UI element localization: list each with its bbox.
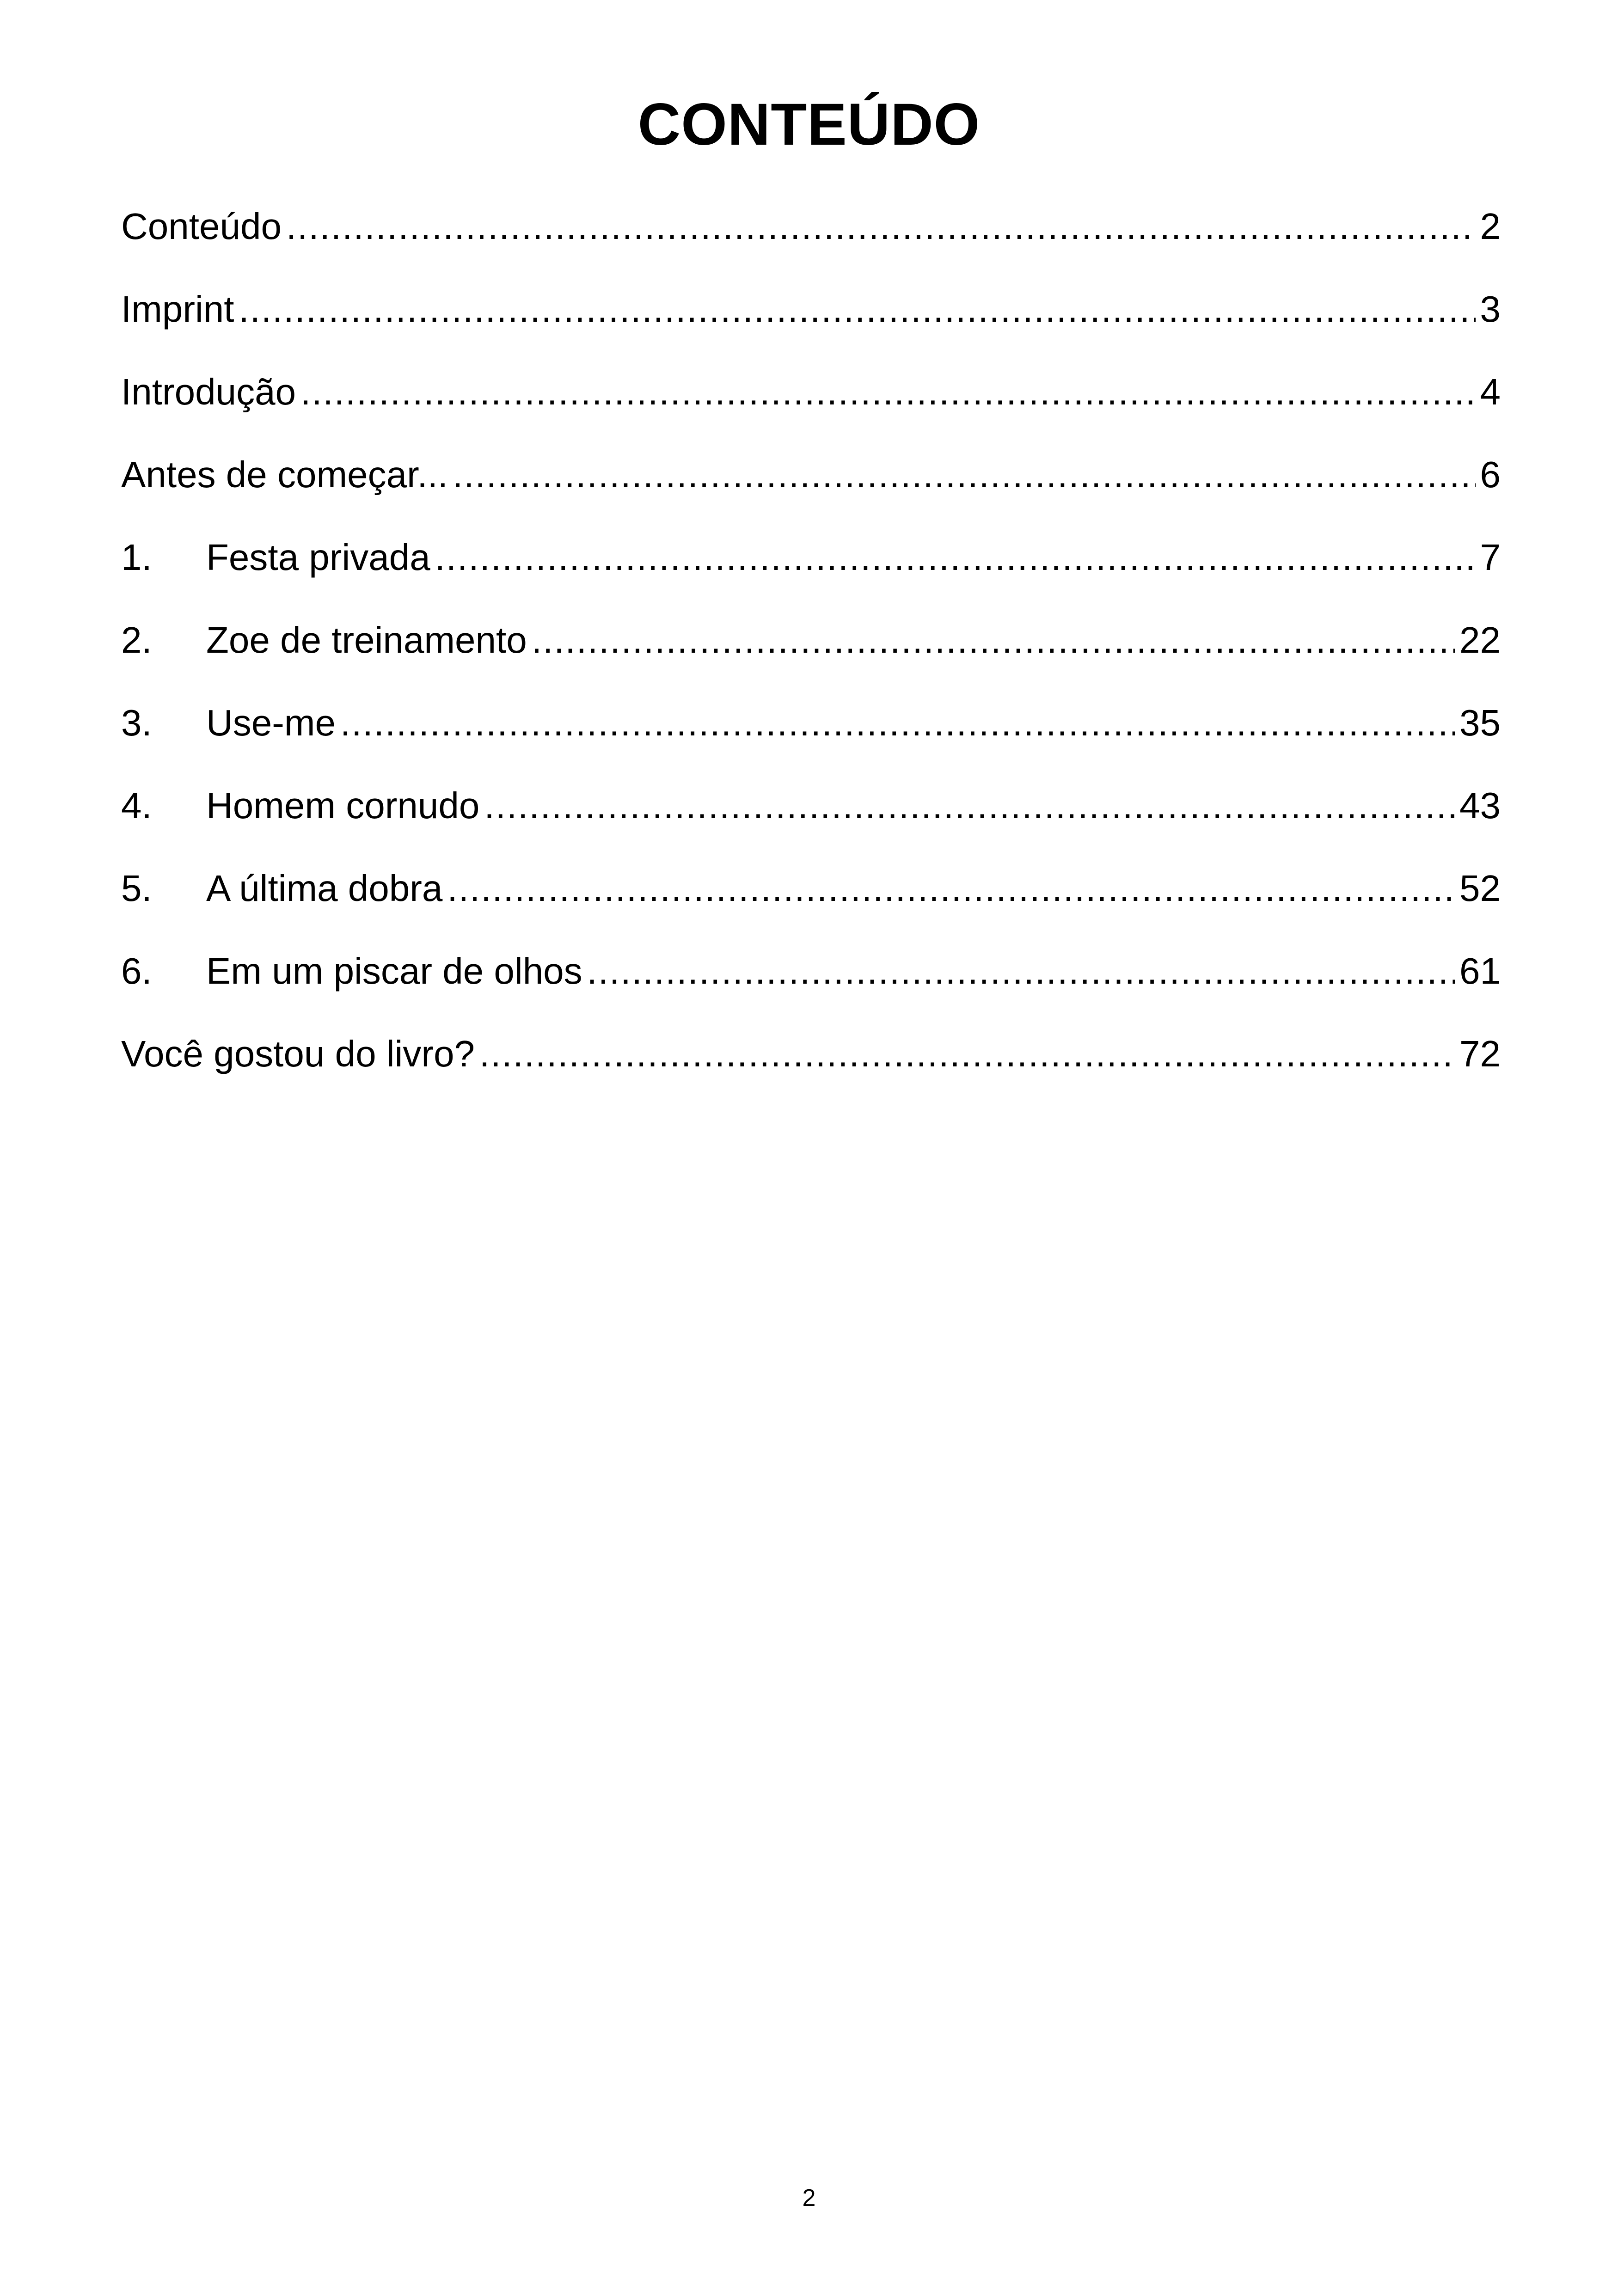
toc-leader-dots xyxy=(484,778,1455,833)
toc-entry[interactable] xyxy=(121,364,1501,447)
toc-entry-number: 2. xyxy=(121,619,152,661)
toc-entry-label: Você gostou do livro? xyxy=(121,1033,475,1074)
page-title: CONTEÚDO xyxy=(637,92,981,158)
toc-entry[interactable] xyxy=(121,282,1501,364)
toc-entry-label: Festa privada xyxy=(206,537,430,578)
toc-entry-page: 52 xyxy=(1459,868,1501,909)
toc-entry[interactable] xyxy=(121,199,1501,282)
toc-entry-number: 3. xyxy=(121,702,152,743)
toc-entry-label: Conteúdo xyxy=(121,206,282,247)
toc-leader-dots xyxy=(447,861,1455,916)
toc-entry[interactable] xyxy=(121,447,1501,530)
toc-entry-page: 6 xyxy=(1480,454,1501,495)
toc-entry-label: Zoe de treinamento xyxy=(206,619,527,661)
toc-entry-page: 43 xyxy=(1459,785,1501,826)
toc-entry[interactable] xyxy=(121,530,1501,612)
toc-leader-dots xyxy=(435,530,1476,585)
toc-entry-page: 35 xyxy=(1459,702,1501,743)
toc-entry-label: Use-me xyxy=(206,702,336,743)
toc-entry-number: 1. xyxy=(121,537,152,578)
toc-leader-dots xyxy=(479,1026,1455,1082)
toc-entry-label: A última dobra xyxy=(206,868,443,909)
toc-entry-number: 6. xyxy=(121,950,152,992)
toc-leader-dots xyxy=(587,943,1455,999)
toc-entry-label: Em um piscar de olhos xyxy=(206,950,582,992)
toc-entry-number: 4. xyxy=(121,785,152,826)
toc-entry[interactable] xyxy=(121,943,1501,1026)
toc-entry-page: 22 xyxy=(1459,619,1501,661)
toc-entry-page: 4 xyxy=(1480,371,1501,412)
toc-entry-page: 7 xyxy=(1480,537,1501,578)
toc-entry[interactable] xyxy=(121,612,1501,695)
toc-leader-dots xyxy=(453,447,1475,502)
toc-entry-number: 5. xyxy=(121,868,152,909)
toc-entry-label: Antes de começar... xyxy=(121,454,448,495)
toc-entry-page: 72 xyxy=(1459,1033,1501,1074)
toc-leader-dots xyxy=(286,199,1476,254)
toc-entry[interactable] xyxy=(121,695,1501,778)
toc-entry[interactable] xyxy=(121,778,1501,861)
table-of-contents xyxy=(121,199,1501,1109)
toc-entry-page: 61 xyxy=(1459,950,1501,992)
toc-entry-label: Introdução xyxy=(121,371,296,412)
page-number: 2 xyxy=(802,2185,816,2211)
toc-entry[interactable] xyxy=(121,1026,1501,1109)
toc-leader-dots xyxy=(239,282,1476,337)
toc-entry-page: 3 xyxy=(1480,288,1501,330)
toc-entry-page: 2 xyxy=(1480,206,1501,247)
toc-leader-dots xyxy=(340,695,1455,751)
toc-entry-label: Imprint xyxy=(121,288,234,330)
toc-leader-dots xyxy=(532,612,1455,668)
toc-entry-label: Homem cornudo xyxy=(206,785,480,826)
toc-entry[interactable] xyxy=(121,861,1501,943)
toc-leader-dots xyxy=(300,364,1475,420)
